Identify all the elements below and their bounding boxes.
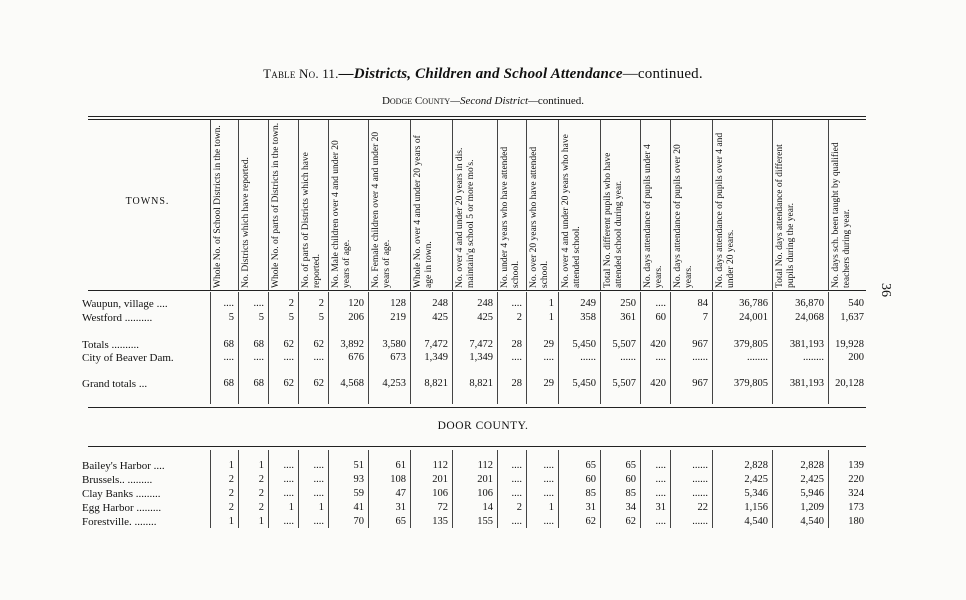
dodge-row-cell: 358: [580, 312, 596, 323]
door-row-cell: 1: [228, 516, 234, 527]
subtitle-italic: —Second District—: [450, 95, 538, 107]
dodge-row-name: Grand totals ...: [82, 378, 148, 390]
column-header-5: No. Male children over 4 and under 20 years of age.: [331, 140, 352, 288]
door-row-cell: 139: [848, 460, 864, 471]
door-row-cell: 65: [625, 460, 636, 471]
door-row-cell: 62: [625, 516, 636, 527]
column-header-9: No. under 4 years who have attended school.: [500, 146, 521, 288]
dodge-row-cell: 60: [655, 312, 666, 323]
door-row-cell: ....: [313, 516, 324, 527]
door-row-cell: 180: [848, 516, 864, 527]
header-top-rule: [88, 116, 866, 117]
door-row-cell: ....: [511, 474, 522, 485]
door-row-cell: 5,946: [800, 488, 824, 499]
column-divider: [410, 120, 411, 290]
dodge-row-cell: 128: [390, 298, 406, 309]
table-title-prefix: Table No. 11.: [263, 66, 339, 81]
dodge-row-cell: 68: [253, 378, 264, 389]
door-row-cell: ....: [283, 516, 294, 527]
column-divider: [670, 120, 671, 290]
column-divider: [238, 120, 239, 290]
column-divider: [298, 120, 299, 290]
dodge-row-cell: 420: [650, 339, 666, 350]
dodge-row-cell: 68: [223, 378, 234, 389]
dodge-row-cell: ........: [747, 352, 768, 363]
door-row-cell: 65: [395, 516, 406, 527]
column-divider: [368, 120, 369, 290]
dodge-row-cell: ........: [803, 352, 824, 363]
door-row-cell: 41: [353, 502, 364, 513]
door-row-cell: 51: [353, 460, 364, 471]
door-row-cell: ......: [692, 516, 708, 527]
door-row-cell: 2,425: [744, 474, 768, 485]
dodge-row-cell: 206: [348, 312, 364, 323]
door-row-cell: 112: [432, 460, 448, 471]
door-row-cell: 60: [625, 474, 636, 485]
column-divider: [600, 120, 601, 290]
dodge-row-cell: 62: [313, 339, 324, 350]
dodge-row-cell: 24,001: [739, 312, 768, 323]
door-row-cell: 2: [258, 502, 264, 513]
dodge-row-cell: ....: [283, 352, 294, 363]
door-row-cell: 62: [585, 516, 596, 527]
door-row-cell: ....: [283, 488, 294, 499]
dodge-row-cell: ....: [655, 298, 666, 309]
door-row-cell: 4,540: [800, 516, 824, 527]
page-number: 36: [878, 283, 893, 297]
column-divider: [828, 120, 829, 290]
door-row-cell: ....: [313, 460, 324, 471]
door-row-cell: 61: [395, 460, 406, 471]
door-row-cell: 173: [848, 502, 864, 513]
dodge-row-cell: 361: [620, 312, 636, 323]
door-row-cell: 14: [482, 502, 493, 513]
dodge-row-cell: 248: [477, 298, 493, 309]
dodge-row-cell: 20,128: [835, 378, 864, 389]
dodge-row-cell: 7: [702, 312, 708, 323]
door-row-cell: 31: [395, 502, 406, 513]
dodge-row-cell: 4,568: [340, 378, 364, 389]
dodge-row-cell: 5: [228, 312, 234, 323]
column-header-13: No. days attendance of pupils under 4 years.: [643, 144, 664, 288]
column-divider: [210, 120, 211, 290]
door-row-cell: ....: [655, 460, 666, 471]
door-row-cell: 1,209: [800, 502, 824, 513]
door-row-cell: ....: [543, 460, 554, 471]
dodge-row-cell: ......: [580, 352, 596, 363]
dodge-row-cell: 5,450: [572, 378, 596, 389]
door-row-cell: ....: [511, 460, 522, 471]
column-divider: [452, 120, 453, 290]
header-bottom-rule: [88, 290, 866, 291]
dodge-row-cell: 5: [288, 312, 294, 323]
door-row-cell: 1: [548, 502, 554, 513]
door-row-cell: 1: [288, 502, 294, 513]
dodge-row-cell: 19,928: [835, 339, 864, 350]
door-row-cell: ....: [543, 474, 554, 485]
door-row-cell: 1: [258, 516, 264, 527]
dodge-row-cell: 7,472: [469, 339, 493, 350]
door-row-cell: 31: [655, 502, 666, 513]
door-row-cell: 72: [437, 502, 448, 513]
column-header-6: No. Female children over 4 and under 20 years of age.: [371, 131, 392, 288]
door-row-cell: 2: [258, 474, 264, 485]
door-row-cell: 112: [477, 460, 493, 471]
column-header-12: Total No. different pupils who have attended school during year.: [603, 152, 624, 288]
column-divider: [497, 120, 498, 290]
door-row-cell: 4,540: [744, 516, 768, 527]
dodge-row-cell: 967: [692, 339, 708, 350]
door-row-cell: 34: [625, 502, 636, 513]
dodge-row-name: Westford ..........: [82, 312, 153, 324]
door-row-cell: ....: [283, 474, 294, 485]
dodge-row-cell: 5: [258, 312, 264, 323]
subtitle-suffix: continued.: [537, 95, 585, 107]
dodge-row-name: Waupun, village ....: [82, 298, 168, 310]
dodge-row-cell: 36,786: [739, 298, 768, 309]
dodge-row-cell: 2: [288, 298, 294, 309]
door-row-name: Bailey's Harbor ....: [82, 460, 165, 472]
dodge-row-cell: 7,472: [424, 339, 448, 350]
door-row-name: Egg Harbor .........: [82, 502, 162, 514]
table-title-italic: —Districts, Children and School Attendance: [338, 66, 623, 82]
dodge-row-cell: 5,507: [612, 378, 636, 389]
dodge-row-cell: 3,892: [340, 339, 364, 350]
door-row-cell: 65: [585, 460, 596, 471]
door-row-cell: 1: [318, 502, 324, 513]
dodge-row-cell: 379,805: [733, 339, 768, 350]
dodge-row-cell: ....: [511, 352, 522, 363]
door-row-cell: ....: [313, 474, 324, 485]
door-row-cell: 2: [228, 474, 234, 485]
column-divider: [712, 120, 713, 290]
dodge-row-name: Totals ..........: [82, 339, 139, 351]
dodge-row-cell: ....: [253, 298, 264, 309]
dodge-row-cell: 120: [348, 298, 364, 309]
dodge-row-cell: ....: [253, 352, 264, 363]
door-row-cell: 220: [848, 474, 864, 485]
dodge-row-cell: 28: [511, 339, 522, 350]
door-row-cell: 1: [258, 460, 264, 471]
dodge-row-cell: 5,507: [612, 339, 636, 350]
door-row-cell: ......: [692, 488, 708, 499]
towns-column-header: TOWNS.: [125, 196, 170, 207]
column-divider: [328, 120, 329, 290]
door-row-cell: 108: [390, 474, 406, 485]
column-divider: [268, 120, 269, 290]
dodge-row-cell: 249: [580, 298, 596, 309]
door-top-rule: [88, 446, 866, 447]
dodge-row-cell: ......: [620, 352, 636, 363]
door-row-cell: 135: [432, 516, 448, 527]
dodge-row-cell: 68: [223, 339, 234, 350]
door-row-cell: ....: [655, 516, 666, 527]
dodge-row-cell: 62: [283, 339, 294, 350]
door-row-cell: ....: [511, 488, 522, 499]
dodge-row-cell: ....: [313, 352, 324, 363]
door-row-name: Brussels.. .........: [82, 474, 153, 486]
dodge-row-cell: 5,450: [572, 339, 596, 350]
dodge-row-cell: 676: [348, 352, 364, 363]
door-row-cell: 1,156: [744, 502, 768, 513]
dodge-row-cell: 68: [253, 339, 264, 350]
dodge-row-cell: 1: [548, 298, 554, 309]
dodge-row-cell: 2: [318, 298, 324, 309]
dodge-row-cell: 84: [697, 298, 708, 309]
dodge-row-cell: 24,068: [795, 312, 824, 323]
column-header-14: No. days attendance of pupils over 20 years.: [673, 144, 694, 288]
dodge-row-name: City of Beaver Dam.: [82, 352, 174, 364]
door-row-cell: 106: [432, 488, 448, 499]
column-divider: [772, 120, 773, 290]
dodge-row-cell: ....: [511, 298, 522, 309]
dodge-row-cell: 425: [477, 312, 493, 323]
dodge-row-cell: 1,637: [840, 312, 864, 323]
door-row-cell: 47: [395, 488, 406, 499]
door-row-cell: 31: [585, 502, 596, 513]
dodge-row-cell: 219: [390, 312, 406, 323]
door-row-cell: 60: [585, 474, 596, 485]
column-header-2: No. Districts which have reported.: [241, 157, 251, 288]
dodge-row-cell: 29: [543, 378, 554, 389]
dodge-row-cell: 1,349: [424, 352, 448, 363]
dodge-row-cell: ....: [223, 352, 234, 363]
column-divider: [558, 120, 559, 290]
table-subtitle: [0, 95, 966, 107]
dodge-row-cell: 8,821: [424, 378, 448, 389]
dodge-row-cell: 36,870: [795, 298, 824, 309]
door-row-cell: 2: [228, 502, 234, 513]
dodge-row-cell: 1: [548, 312, 554, 323]
column-header-4: No. of parts of Districts which have reported.: [301, 152, 322, 288]
door-row-cell: 2,425: [800, 474, 824, 485]
column-header-15: No. days attendance of pupils over 4 and under 20 years.: [715, 132, 736, 288]
door-row-cell: 324: [848, 488, 864, 499]
door-row-cell: 201: [477, 474, 493, 485]
door-row-cell: ....: [313, 488, 324, 499]
column-divider: [640, 120, 641, 290]
door-row-cell: ....: [283, 460, 294, 471]
door-row-cell: ......: [692, 460, 708, 471]
door-row-cell: 106: [477, 488, 493, 499]
door-row-cell: 93: [353, 474, 364, 485]
dodge-bottom-rule: [88, 407, 866, 408]
door-row-cell: 70: [353, 516, 364, 527]
dodge-row-cell: 1,349: [469, 352, 493, 363]
dodge-row-cell: 8,821: [469, 378, 493, 389]
dodge-row-cell: 673: [390, 352, 406, 363]
door-row-cell: ....: [511, 516, 522, 527]
column-header-1: Whole No. of School Districts in the town.: [213, 125, 223, 288]
dodge-row-cell: 381,193: [789, 339, 824, 350]
dodge-row-cell: 3,580: [382, 339, 406, 350]
dodge-row-cell: 62: [313, 378, 324, 389]
door-row-name: Forestville. ........: [82, 516, 157, 528]
dodge-row-cell: 62: [283, 378, 294, 389]
door-row-cell: 2,828: [800, 460, 824, 471]
dodge-row-cell: 5: [318, 312, 324, 323]
dodge-row-cell: 379,805: [733, 378, 768, 389]
dodge-row-cell: 250: [620, 298, 636, 309]
door-row-cell: 2,828: [744, 460, 768, 471]
table-title-suffix: —continued.: [622, 66, 703, 82]
door-row-cell: 1: [228, 460, 234, 471]
column-header-11: No. over 4 and under 20 years who have attended school.: [561, 134, 582, 288]
door-row-cell: ....: [543, 488, 554, 499]
subtitle-prefix: Dodge County: [381, 95, 451, 107]
door-row-cell: 85: [625, 488, 636, 499]
door-row-cell: 59: [353, 488, 364, 499]
dodge-row-cell: 29: [543, 339, 554, 350]
door-row-cell: 155: [477, 516, 493, 527]
door-row-cell: 22: [697, 502, 708, 513]
door-row-name: Clay Banks .........: [82, 488, 161, 500]
dodge-row-cell: 425: [432, 312, 448, 323]
dodge-row-cell: 540: [848, 298, 864, 309]
door-row-cell: 5,346: [744, 488, 768, 499]
dodge-row-cell: 381,193: [789, 378, 824, 389]
door-row-cell: ....: [655, 488, 666, 499]
door-row-cell: 201: [432, 474, 448, 485]
column-header-16: Total No. days attendance of different pupils during the year.: [775, 144, 796, 288]
door-row-cell: ......: [692, 474, 708, 485]
column-header-3: Whole No. of parts of Districts in the town.: [271, 122, 281, 288]
dodge-row-cell: 248: [432, 298, 448, 309]
door-row-cell: 2: [516, 502, 522, 513]
column-header-10: No. over 20 years who have attended school.: [529, 146, 550, 288]
dodge-row-cell: 28: [511, 378, 522, 389]
column-header-17: No. days sch. been taught by qualified teachers during year.: [831, 142, 852, 288]
door-row-cell: ....: [543, 516, 554, 527]
dodge-row-cell: ....: [223, 298, 234, 309]
dodge-row-cell: 420: [650, 378, 666, 389]
door-county-header: DOOR COUNTY.: [437, 420, 529, 432]
column-header-7: Whole No. over 4 and under 20 years of age in town.: [413, 135, 434, 288]
dodge-row-cell: 2: [516, 312, 522, 323]
dodge-row-cell: 200: [848, 352, 864, 363]
door-row-cell: 2: [258, 488, 264, 499]
column-divider: [526, 120, 527, 290]
door-row-cell: 2: [228, 488, 234, 499]
column-header-8: No. over 4 and under 20 years in dis. maintain'g school 5 or more mo's.: [455, 147, 476, 288]
dodge-row-cell: 4,253: [382, 378, 406, 389]
dodge-row-cell: ....: [543, 352, 554, 363]
dodge-row-cell: ......: [692, 352, 708, 363]
door-row-cell: ....: [655, 474, 666, 485]
door-row-cell: 85: [585, 488, 596, 499]
table-title: [0, 66, 966, 83]
dodge-row-cell: ....: [655, 352, 666, 363]
dodge-row-cell: 967: [692, 378, 708, 389]
